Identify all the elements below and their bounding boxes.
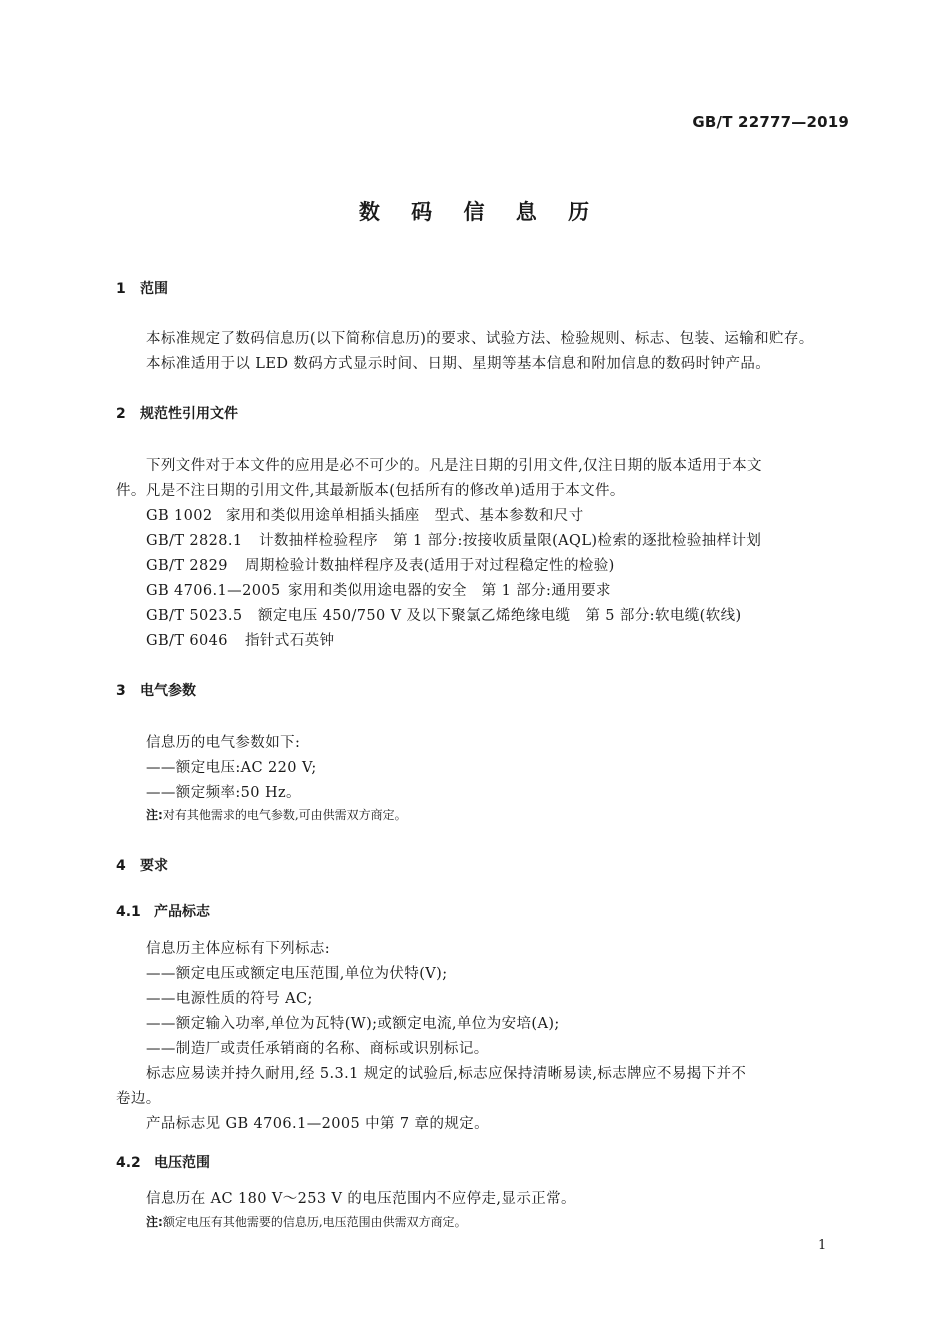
list-item: ——额定频率:50 Hz。 [146, 785, 301, 801]
note [146, 1213, 467, 1230]
paragraph: 产品标志见 GB 4706.1—2005 中第 7 章的规定。 [146, 1116, 490, 1132]
section-title: 要求 [140, 858, 168, 874]
reference-code: GB/T 6046 [146, 633, 228, 649]
reference-code: GB/T 2828.1 [146, 533, 243, 549]
section-number: 4 [116, 858, 126, 874]
section-3-heading [116, 680, 196, 700]
note-label: 注: [146, 808, 163, 822]
section-title: 规范性引用文件 [140, 406, 238, 422]
document-title: 数 码 信 息 历 [358, 200, 602, 224]
note-text: 对有其他需求的电气参数,可由供需双方商定。 [162, 808, 407, 822]
subsection-4-1-heading [116, 901, 210, 921]
subsection-title: 产品标志 [154, 904, 210, 920]
paragraph: 标志应易读并持久耐用,经 5.3.1 规定的试验后,标志应保持清晰易读,标志牌应不易揭下并不 [146, 1066, 747, 1082]
paragraph: 信息历主体应标有下列标志: [146, 941, 331, 957]
list-item: ——电源性质的符号 AC; [146, 991, 313, 1007]
section-number: 3 [116, 683, 126, 699]
list-item: ——额定输入功率,单位为瓦特(W);或额定电流,单位为安培(A); [146, 1016, 560, 1032]
reference-title: 家用和类似用途单相插头插座 型式、基本参数和尺寸 [226, 508, 584, 524]
reference-title: 周期检验计数抽样程序及表(适用于对过程稳定性的检验) [245, 558, 615, 574]
paragraph: 信息历在 AC 180 V～253 V 的电压范围内不应停走,显示正常。 [146, 1191, 576, 1207]
reference-title: 额定电压 450/750 V 及以下聚氯乙烯绝缘电缆 第 5 部分:软电缆(软线) [258, 608, 742, 624]
paragraph: 本标准适用于以 LED 数码方式显示时间、日期、星期等基本信息和附加信息的数码时钟产品。 [146, 356, 771, 372]
reference-title: 家用和类似用途电器的安全 第 1 部分:通用要求 [288, 583, 611, 599]
reference-code: GB 1002 [146, 508, 213, 524]
paragraph: 信息历的电气参数如下: [146, 735, 301, 751]
reference-item [146, 554, 615, 575]
subsection-number: 4.2 [116, 1155, 141, 1171]
reference-code: GB/T 5023.5 [146, 608, 243, 624]
section-number: 2 [116, 406, 126, 422]
reference-item [146, 529, 761, 550]
list-item: ——额定电压或额定电压范围,单位为伏特(V); [146, 966, 448, 982]
subsection-title: 电压范围 [154, 1155, 210, 1171]
paragraph: 本标准规定了数码信息历(以下简称信息历)的要求、试验方法、检验规则、标志、包装、运输和贮存。 [146, 331, 814, 347]
reference-item [146, 629, 334, 650]
reference-title: 指针式石英钟 [245, 633, 335, 649]
reference-item [146, 504, 584, 525]
reference-code: GB/T 2829 [146, 558, 228, 574]
section-1-heading [116, 278, 168, 298]
list-item: ——额定电压:AC 220 V; [146, 760, 317, 776]
paragraph-continuation: 件。凡是不注日期的引用文件,其最新版本(包括所有的修改单)适用于本文件。 [116, 483, 625, 499]
section-title: 范围 [140, 281, 168, 297]
paragraph-continuation: 卷边。 [116, 1091, 161, 1107]
section-4-heading [116, 855, 168, 875]
reference-code: GB 4706.1—2005 [146, 583, 281, 599]
section-title: 电气参数 [140, 683, 196, 699]
section-number: 1 [116, 281, 126, 297]
reference-item [146, 604, 742, 625]
note [146, 806, 407, 823]
paragraph: 下列文件对于本文件的应用是必不可少的。凡是注日期的引用文件,仅注日期的版本适用于本文 [146, 458, 762, 474]
subsection-number: 4.1 [116, 904, 141, 920]
note-text: 额定电压有其他需要的信息历,电压范围由供需双方商定。 [162, 1215, 467, 1229]
reference-title: 计数抽样检验程序 第 1 部分:按接收质量限(AQL)检索的逐批检验抽样计划 [259, 533, 762, 549]
list-item: ——制造厂或责任承销商的名称、商标或识别标记。 [146, 1041, 489, 1057]
subsection-4-2-heading [116, 1152, 210, 1172]
note-label: 注: [146, 1215, 163, 1229]
standard-code: GB/T 22777—2019 [692, 113, 849, 131]
reference-item [146, 579, 611, 600]
section-2-heading [116, 403, 238, 423]
page-number: 1 [818, 1238, 827, 1253]
